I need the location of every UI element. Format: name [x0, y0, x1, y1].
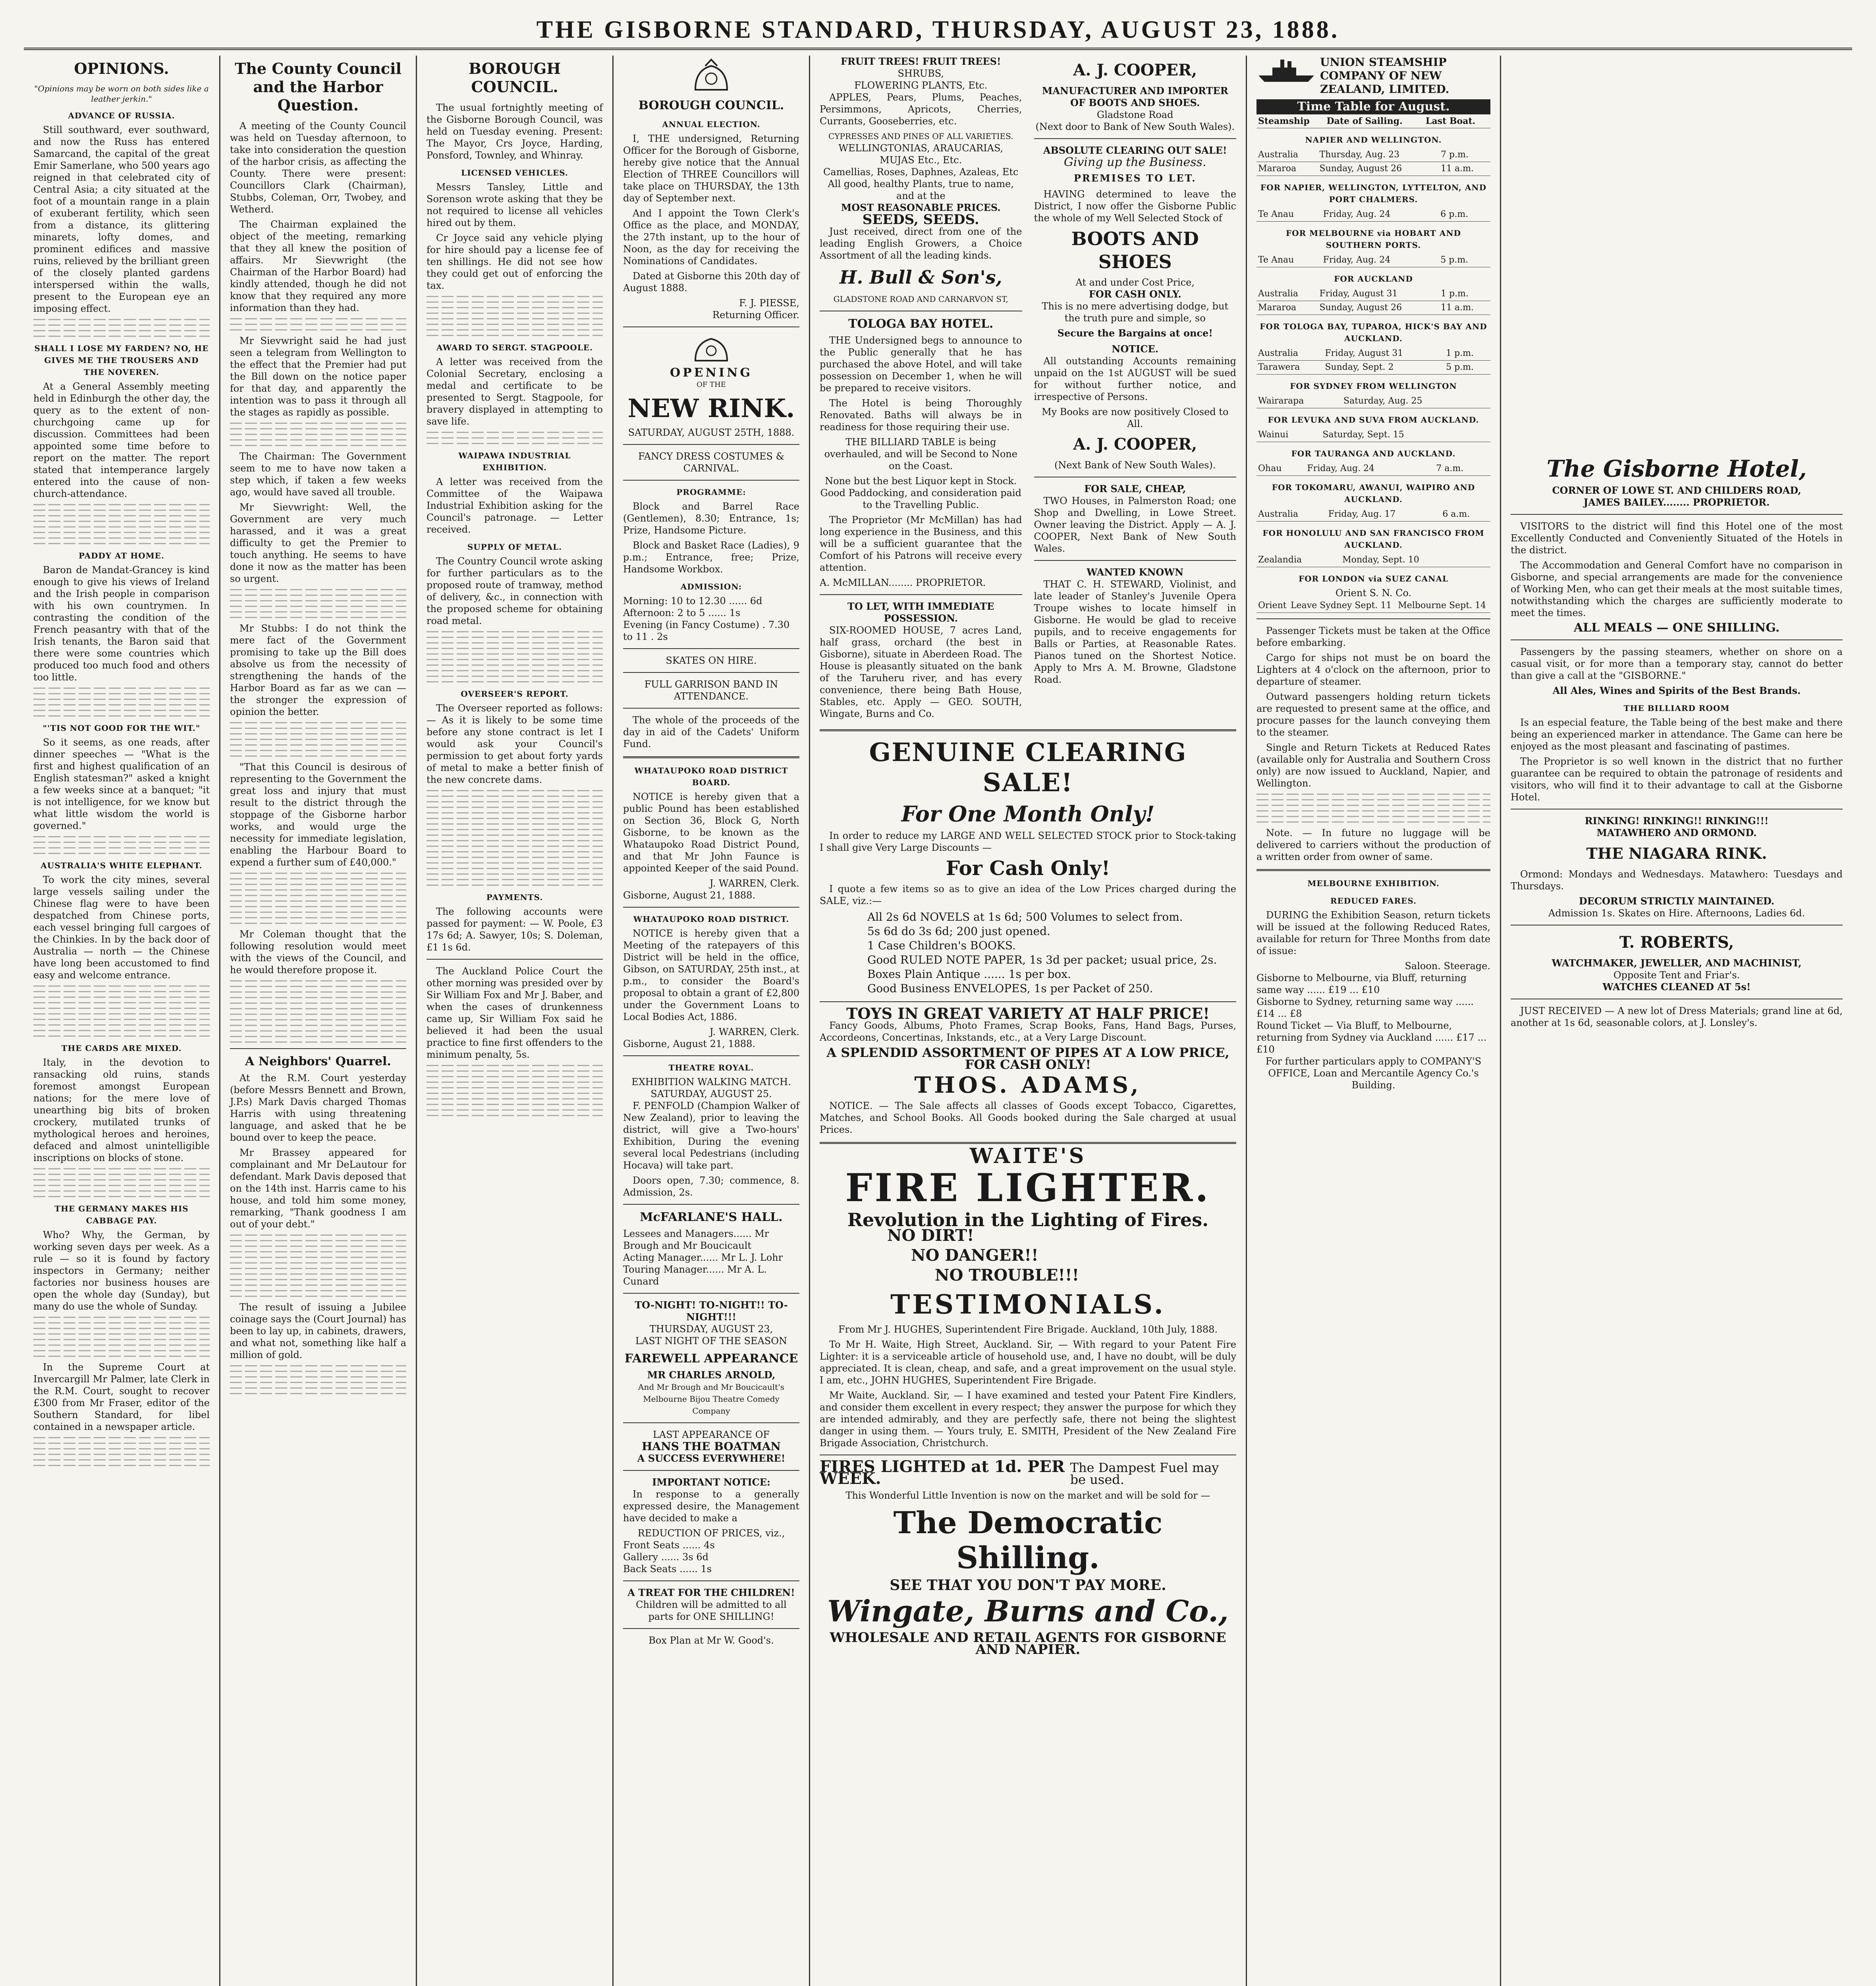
paragraph: A meeting of the County Council was held on Tuesday afternoon, to take into consideration the question of the harbor crisis, as affecting the County. There were present: Councillors Clark (Chairman), Stubbs, Coleman, Orr, Twobey, and Wetherd.	[230, 120, 406, 215]
paragraph: Ormond: Mondays and Wednesdays. Matawhero: Tuesdays and Thursdays.	[1511, 869, 1843, 892]
staff-line: Acting Manager...... Mr L. J. Lohr	[623, 1252, 783, 1263]
route-heading: FOR TOLOGA BAY, TUPAROA, HICK'S BAY AND AUCKLAND.	[1260, 322, 1487, 343]
paragraph: Baron de Mandat-Grancey is kind enough to give his views of Ireland and the Irish people in comparison with his own countrymen. In contrasting the condition of the French peasantry with that of the Irish tenants, the Baron said that there were some countries which produced too much food and others too little.	[33, 564, 210, 683]
toys: TOYS IN GREAT VARIETY AT HALF PRICE!	[846, 1005, 1210, 1022]
pipes: A SPLENDID ASSORTMENT OF PIPES AT A LOW PRICE, FOR CASH ONLY!	[826, 1045, 1229, 1072]
reduction: REDUCTION OF PRICES, viz.,	[637, 1528, 785, 1539]
route-heading: FOR NAPIER, WELLINGTON, LYTTELTON, AND PORT CHALMERS.	[1260, 183, 1487, 204]
annual-election-heading: ANNUAL ELECTION.	[662, 120, 760, 129]
table-row: Australia Friday, August 31 1 p.m.	[1256, 287, 1490, 301]
ad-line: (Next door to Bank of New South Wales).	[1035, 121, 1235, 132]
paragraph: Just received, direct from one of the leading English Growers, a Choice Assortment of all the leading kinds.	[820, 226, 1022, 261]
paragraph: NOTICE is hereby given that a Meeting of the ratepayers of this District will be held in the office, Gibson, on SATURDAY, 25th inst., at p.m., to consider the Board's proposal to obtain a grant of £2,800 under the Government Loans to Local Bodies Act, 1886.	[623, 928, 799, 1022]
fires-lighted-row	[820, 1457, 1236, 1488]
mcfarlanes-hall-heading: McFARLANE'S HALL.	[640, 1210, 783, 1224]
usc-title: UNION STEAMSHIP COMPANY OF NEW ZEALAND, LIMITED.	[1320, 56, 1449, 96]
box-plan: Box Plan at Mr W. Good's.	[648, 1635, 774, 1646]
rink-opening: OPENING	[670, 366, 753, 380]
exhibition-date: SATURDAY, AUGUST 25.	[650, 1088, 772, 1099]
paragraph: F. PENFOLD (Champion Walker of New Zealand), prior to leaving the district, will give a Two-hours' Exhibition, During the evening several local Pedestrians (including Hocava) will take part.	[623, 1100, 799, 1171]
paragraph: TWO Houses, in Palmerston Road; one Shop and Dwelling, in Lowe Street. Owner leaving the District. Apply — A. J. COOPER, Next Bank of New South Wales.	[1034, 495, 1236, 554]
for-cash-only: For Cash Only!	[946, 856, 1110, 880]
subhead-metal: SUPPLY OF METAL.	[467, 542, 562, 552]
whataupoko-district-heading: WHATAUPOKO ROAD DISTRICT.	[633, 914, 789, 924]
ad-line: CYPRESSES AND PINES OF ALL VARIETIES.	[828, 131, 1013, 141]
sailing-table	[1256, 114, 1490, 128]
column-opinions	[24, 56, 220, 1986]
paragraph: The usual fortnightly meeting of the Gisborne Borough Council, was held on Tuesday evening. Present: The Mayor, Crs Joyce, Harding, Ponsford, Townley, and Whinray.	[427, 102, 603, 161]
paragraph: The Country Council wrote asking for further particulars as to the proposed route of tramway, method of delivery, &c., in connection with the proposed scheme for obtaining road metal.	[427, 556, 603, 626]
sale-item: 5s 6d do 3s 6d; 200 just opened.	[867, 925, 1050, 938]
paragraph: At the R.M. Court yesterday (before Messrs Bennett and Brown, J.P.s) Mark Davis charged Thomas Harris with using threatening language, and asked that he be bound over to keep the peace.	[230, 1072, 406, 1143]
paragraph: Mr Sievwright: Well, the Government are very much harassed, and it was a great difficulty to get the Premier to touch anything. He seems to have done it now as the matter has been so urgent.	[230, 502, 406, 584]
paragraph: THAT C. H. STEWARD, Violinist, and late leader of Stanley's Juvenile Opera Troupe wishes to locate himself in Gisborne. He would be glad to receive pupils, and to receive engagements for Balls or Parties, at Reasonable Rates. Pianos tuned on the Shortest Notice. Apply to Mrs A. M. Browne, Gladstone Road.	[1034, 579, 1236, 685]
table-row: Australia Friday, Aug. 17 6 a.m.	[1256, 508, 1490, 522]
subhead-wit: "'TIS NOT GOOD FOR THE WIT."	[42, 723, 201, 733]
ad-line: ABSOLUTE CLEARING OUT SALE!	[1043, 145, 1227, 156]
sale-item: 1 Case Children's BOOKS.	[867, 939, 1016, 952]
paragraph: And I appoint the Town Clerk's Office as the place, and MONDAY, the 27th instant, up to the hour of Noon, as the day for receiving the Nominations of Candidates.	[623, 208, 799, 267]
subhead-vehicles: LICENSED VEHICLES.	[461, 168, 568, 178]
ad-line: Gladstone Road	[1097, 109, 1173, 120]
rink-fancy: FANCY DRESS COSTUMES & CARNIVAL.	[638, 451, 784, 474]
ad-line: WELLINGTONIAS, ARAUCARIAS, MUJAS Etc., Etc.	[838, 143, 1004, 166]
paragraph: Mr Coleman thought that the following resolution would meet with the views of the Council, and he would therefore propose it.	[230, 929, 406, 976]
wholesale: WHOLESALE AND RETAIL AGENTS FOR GISBORNE AND NAPIER.	[830, 1630, 1226, 1658]
last-night: LAST NIGHT OF THE SEASON	[635, 1335, 787, 1347]
thos-adams: THOS. ADAMS,	[914, 1072, 1142, 1098]
orient-company: Orient S. N. Co.	[1335, 587, 1412, 599]
subhead-waipawa: WAIPAWA INDUSTRIAL EXHIBITION.	[458, 451, 571, 472]
table-row: Australia Thursday, Aug. 23 7 p.m.	[1256, 148, 1490, 162]
wines: All Ales, Wines and Spirits of the Best Brands.	[1552, 685, 1801, 696]
ad-line: (Next Bank of New South Wales).	[1054, 460, 1216, 471]
no-item: NO DANGER!!	[911, 1246, 1038, 1265]
show-date: THURSDAY, AUGUST 23,	[649, 1323, 773, 1335]
fires-lighted: FIRES LIGHTED at 1d. PER WEEK.	[820, 1457, 1065, 1488]
paragraph: In response to a generally expressed desire, the Management have decided to make a	[623, 1489, 799, 1524]
ad-line: SEEDS, SEEDS.	[862, 212, 979, 228]
table-row: Ohau Friday, Aug. 24 7 a.m.	[1256, 462, 1490, 476]
paragraph: DURING the Exhibition Season, return tickets will be issued at the following Reduced Rates, available for return for Three Months from date of issue:	[1256, 910, 1490, 956]
paragraph: A letter was received from the Committee of the Waipawa Industrial Exhibition asking for the Council's patronage. — Letter received.	[427, 476, 603, 535]
ad-line: Secure the Bargains at once!	[1057, 327, 1213, 339]
subhead-russia: ADVANCE OF RUSSIA.	[68, 111, 175, 120]
subhead-overseer: OVERSEER'S REPORT.	[461, 689, 569, 699]
sale-item: Good Business ENVELOPES, 1s per Packet of 250.	[867, 982, 1153, 995]
ad-line: MANUFACTURER AND IMPORTER OF BOOTS AND SHOES.	[1042, 85, 1228, 108]
paragraph: In the Supreme Court at Invercargill Mr Palmer, late Clerk in the R.M. Court, sought to recover £300 from Mr Fraser, editor of the Southern Standard, for libel contained in a newspaper article.	[33, 1362, 210, 1432]
paragraph: HAVING determined to leave the District, I now offer the Gisborne Public the whole of my Well Selected Stock of	[1034, 189, 1236, 224]
last-appearance: LAST APPEARANCE OF	[652, 1429, 770, 1440]
table-row: Wainui Saturday, Sept. 15	[1256, 428, 1490, 442]
table-row: Wairarapa Saturday, Aug. 25	[1256, 394, 1490, 408]
route-heading: FOR LEVUKA AND SUVA FROM AUCKLAND.	[1268, 415, 1479, 425]
company: And Mr Brough and Mr Boucicault's Melbourne Bijou Theatre Comedy Company	[638, 1382, 784, 1416]
hans-boatman: HANS THE BOATMAN	[641, 1440, 781, 1453]
band: FULL GARRISON BAND IN ATTENDANCE.	[644, 679, 778, 702]
royal-crest-icon	[687, 58, 735, 94]
table-row: Orient Leave Sydney Sept. 11 Melbourne Sept. 14	[1256, 599, 1490, 613]
table-row: Te Anau Friday, Aug. 24 6 p.m.	[1256, 208, 1490, 222]
paragraph: Mr Sievwright said he had just seen a telegram from Wellington to the effect that the Premier had put the Bill down on the notice paper for that day, and apparently the intention was to pass it through all the stages as rapidly as possible.	[230, 335, 406, 418]
fare-line: Gisborne to Sydney, returning same way ...... £14 ... £8	[1256, 996, 1474, 1019]
ad-title: FOR SALE, CHEAP,	[1084, 483, 1186, 495]
route-heading: NAPIER AND WELLINGTON.	[1305, 135, 1442, 145]
ad-line: NOTICE.	[1112, 343, 1159, 355]
tonight-banner: TO-NIGHT! TO-NIGHT!! TO-NIGHT!!!	[635, 1299, 788, 1323]
subhead-award: AWARD TO SERGT. STAGPOOLE.	[436, 343, 593, 352]
paragraph: Block and Barrel Race (Gentlemen), 8.30; Entrance, 1s; Prize, Handsome Picture.	[623, 501, 799, 536]
neighbors-quarrel-heading: A Neighbors' Quarrel.	[245, 1055, 391, 1068]
signature-role: Returning Officer.	[712, 309, 799, 321]
success: A SUCCESS EVERYWHERE!	[637, 1453, 786, 1464]
paragraph: For further particulars apply to COMPANY'S OFFICE, Loan and Mercantile Agency Co.'s Building.	[1265, 1056, 1482, 1091]
paragraph: I, THE undersigned, Returning Officer for the Borough of Gisborne, hereby give notice that the Annual Election of THREE Councillors will take place on THURSDAY, the 13th day of September next.	[623, 133, 799, 204]
paragraph: The Proprietor (Mr McMillan) has had long experience in the Business, and this will be a sufficient guarantee that the Comfort of his Patrons will receive every attention.	[820, 514, 1022, 573]
theatre-heading: THEATRE ROYAL.	[668, 1063, 754, 1072]
paragraph: Mr Brassey appeared for complainant and Mr DeLautour for defendant. Mark Davis deposed that on the 14th inst. Harris came to his house, and told him some money, remarking, "Thank goodness I am out of your debt."	[230, 1147, 406, 1230]
rink-of: OF THE	[697, 381, 726, 389]
tologa-heading: TOLOGA BAY HOTEL.	[848, 317, 994, 331]
paragraph: This is no mere advertising dodge, but the truth pure and simple, so	[1042, 301, 1229, 324]
paragraph: Messrs Tansley, Little and Sorenson wrote asking that they be not required to license all vehicles hired out by them.	[427, 182, 603, 228]
rink-admission: Admission 1s. Skates on Hire. Afternoons, Ladies 6d.	[1548, 908, 1805, 919]
paragraph: The Chairman: The Government seem to me to have now taken a step which, if taken a few weeks ago, would have saved all trouble.	[230, 451, 406, 498]
crest-icon	[689, 333, 733, 365]
roberts: T. ROBERTS,	[1619, 933, 1734, 952]
reduced-fares: REDUCED FARES.	[1330, 896, 1417, 906]
paragraph: Note. — In future no luggage will be delivered to carriers without the production of a written order from owner of same.	[1256, 827, 1490, 862]
masthead: THE GISBORNE STANDARD, THURSDAY, AUGUST 23, 1888.	[24, 12, 1852, 50]
subhead-cards: THE CARDS ARE MIXED.	[61, 1043, 182, 1053]
paragraph: Mr Stubbs: I do not think the mere fact of the Government promising to take up the Bill does absolve us from the necessity of strengthening the hands of the Harbor Board as far as we can — the stronger the expression of opinion the better.	[230, 623, 406, 717]
paragraph: At a General Assembly meeting held in Edinburgh the other day, the query as to the extent of non-churchgoing came up for discussion. Committees had been appointed some time before to report on the matter. The report stated that intemperance largely entered into the cause of non-church-attendance.	[33, 381, 210, 499]
paragraph: Dated at Gisborne this 20th day of August 1888.	[623, 270, 799, 294]
waites: WAITE'S	[969, 1144, 1087, 1168]
borough-council-notice-heading: BOROUGH COUNCIL.	[638, 99, 784, 112]
paragraph: This Wonderful Little Invention is now on the market and will be sold for —	[845, 1490, 1210, 1501]
boots-shoes: BOOTS AND SHOES	[1071, 228, 1199, 272]
admission-heading: ADMISSION:	[680, 582, 742, 591]
paragraph: APPLES, Pears, Plums, Peaches, Persimmons, Apricots, Cherries, Currants, Gooseberries, etc.	[820, 92, 1022, 127]
paragraph: SIX-ROOMED HOUSE, 7 acres Land, half grass, orchard (the best in Gisborne), situate in Aberdeen Road. The House is pleasantly situated on the bank of the Taruheru river, and has every convenience, there being Bath House, Stables, etc. Apply — GEO. SOUTH, Wingate, Burns and Co.	[820, 625, 1022, 719]
programme-heading: PROGRAMME:	[676, 487, 746, 497]
no-item: NO DIRT!	[887, 1226, 974, 1245]
paragraph: Passengers by the passing steamers, whether on shore on a casual visit, or for more than a temporary stay, cannot do better than give a call at the "GISBORNE."	[1511, 646, 1843, 681]
paragraph: Passenger Tickets must be taken at the Office before embarking.	[1256, 625, 1490, 648]
ad-line: Camellias, Roses, Daphnes, Azaleas, Etc	[823, 166, 1019, 178]
price-line: Front Seats ...... 4s	[623, 1540, 715, 1551]
farewell-heading: FAREWELL APPEARANCE	[624, 1352, 798, 1366]
cooper-ad	[1034, 56, 1237, 723]
paragraph: The whole of the proceeds of the day in aid of the Cadets' Uniform Fund.	[623, 715, 799, 750]
column-shipping	[1247, 56, 1501, 1986]
sale-items	[820, 910, 1236, 996]
signature: J. WARREN, Clerk.	[709, 878, 799, 889]
ad-line: None but the best Liquor kept in Stock.	[825, 475, 1017, 487]
subhead-farden: SHALL I LOSE MY FARDEN? NO, HE GIVES ME THE TROUSERS AND THE NOVEREN.	[34, 344, 209, 377]
fare-line: Gisborne to Melbourne, via Bluff, returning same way ...... £19 ... £10	[1256, 972, 1467, 995]
ad-line: At and under Cost Price,	[1075, 277, 1195, 288]
top-ads-row	[820, 56, 1236, 723]
price-line: Gallery ...... 3s 6d	[623, 1551, 708, 1563]
table-row: Mararoa Sunday, August 26 11 a.m.	[1256, 162, 1490, 176]
ad-title: A. J. COOPER,	[1073, 435, 1197, 454]
steamship-icon	[1256, 56, 1316, 83]
route-heading: FOR AUCKLAND	[1334, 274, 1413, 284]
paragraph: A letter was received from the Colonial Secretary, enclosing a medal and certificate to be presented to Sergt. Stagpoole, for bravery displayed in attempting to save life.	[427, 356, 603, 427]
subhead-elephant: AUSTRALIA'S WHITE ELEPHANT.	[41, 861, 203, 870]
matawhero: MATAWHERO AND ORMOND.	[1596, 827, 1757, 838]
see-more: SEE THAT YOU DON'T PAY MORE.	[890, 1577, 1166, 1594]
proprietor: JAMES BAILEY........ PROPRIETOR.	[1583, 496, 1770, 508]
paragraph: THE Undersigned begs to announce to the Public generally that he has purchased the above Hotel, and will take possession on December 1, when he will be prepared to receive visitors.	[820, 335, 1022, 394]
table-header: Steamship Date of Sailing. Last Boat.	[1256, 114, 1490, 128]
gisborne-hotel: The Gisborne Hotel,	[1546, 455, 1807, 482]
paragraph: THE BILLIARD TABLE is being overhauled, and will be Second to None on the Coast.	[824, 437, 1017, 471]
ad-line: A. McMILLAN........ PROPRIETOR.	[820, 577, 986, 588]
table-row: Zealandia Monday, Sept. 10	[1256, 553, 1490, 567]
fare-line: Round Ticket — Via Bluff, to Melbourne, returning from Sydney via Auckland ...... £17 ... £10	[1256, 1020, 1487, 1055]
paragraph: Still southward, ever southward, and now the Russ has entered Samarcand, the capital of the great Emir Samerlane, who 500 years ago reigned in that celebrated city of Central Asia; a city situated at the foot of a mountain range in a plain of exuberant fertility, which seen from a distance, its glittering minarets, lofty domes, and prominent edifices and massive ruins, relieved by the brilliant green of the closely planted gardens interspersed within the walls, present to the European eye an imposing effect.	[33, 124, 210, 314]
ad-line: Giving up the Business.	[1063, 155, 1206, 169]
rink-date: SATURDAY, AUGUST 25TH, 1888.	[628, 427, 795, 438]
table-row: Te Anau Friday, Aug. 24 5 p.m.	[1256, 253, 1490, 267]
county-council-heading: The County Council and the Harbor Question.	[235, 60, 401, 114]
one-month-only: For One Month Only!	[901, 801, 1155, 827]
route-heading: FOR TOKOMARU, AWANUI, WAIPIRO AND AUCKLAND.	[1272, 483, 1475, 504]
paragraph: Who? Why, the German, by working seven days per week. As a rule — so it is found by factory inspectors in Germany; neither factories nor business houses are open the whole day (Sunday), but many do use the whole of Sunday.	[33, 1229, 210, 1312]
opposite: Opposite Tent and Friar's.	[1613, 970, 1740, 981]
paragraph: Good Paddocking, and consideration paid to the Travelling Public.	[820, 487, 1021, 510]
ad-line: FLOWERING PLANTS, Etc.	[854, 80, 988, 91]
paragraph: Fancy Goods, Albums, Photo Frames, Scrap Books, Fans, Hand Bags, Purses, Accordeons, Concertinas, Inkstands, etc., at a Very Large Discount.	[820, 1020, 1236, 1043]
opinions-heading: OPINIONS.	[74, 60, 169, 77]
paragraph: The following accounts were passed for payment: — W. Poole, £3 17s 6d; A. Sawyer, 10s; S. Doleman, £1 1s 6d.	[427, 906, 603, 953]
staff-line: Touring Manager...... Mr A. L. Cunard	[623, 1264, 767, 1287]
subhead-germany: THE GERMANY MAKES HIS CABBAGE PAY.	[54, 1204, 189, 1225]
admission-line: Afternoon: 2 to 5 ...... 1s	[623, 607, 741, 618]
route-heading: FOR LONDON via SUEZ CANAL	[1298, 574, 1449, 583]
decorum: DECORUM STRICTLY MAINTAINED.	[1579, 895, 1775, 907]
paragraph: To work the city mines, several large vessels sailing under the Chinese flag were to have been despatched from Chinese ports, each vessel bringing full cargoes of the Chinkies. In by the back door of Australia — north — the Chinese have long been accustomed to find easy and welcome entrance.	[33, 874, 210, 981]
dampest: The Dampest Fuel may be used.	[1070, 1460, 1219, 1487]
paragraph: Cr Joyce said any vehicle plying for hire should pay a license fee of ten shillings. He did not see how they could get out of enforcing the tax.	[427, 232, 603, 291]
genuine-clearing-sale: GENUINE CLEARING SALE!	[869, 738, 1187, 798]
fruit-trees-ad	[820, 56, 1022, 723]
watchmaker: WATCHMAKER, JEWELLER, AND MACHINIST,	[1552, 957, 1802, 969]
wingate-burns: Wingate, Burns and Co.,	[827, 1594, 1229, 1629]
ad-title: WANTED KNOWN	[1087, 566, 1184, 578]
route-heading: FOR TAURANGA AND AUCKLAND.	[1291, 449, 1456, 458]
testimonials: TESTIMONIALS.	[890, 1289, 1166, 1320]
paragraph: Cargo for ships not must be on board the Lighters at 4 o'clock on the afternoon, prior to departure of steamer.	[1256, 652, 1490, 687]
subhead-paddy: PADDY AT HOME.	[79, 551, 164, 560]
staff-line: Lessees and Managers...... Mr Brough and Mr Boucicault	[623, 1228, 769, 1251]
fire-lighter: FIRE LIGHTER.	[845, 1165, 1211, 1210]
ad-line: MOST REASONABLE PRICES.	[841, 202, 1001, 213]
table-row: Mararoa Sunday, August 26 11 a.m.	[1256, 301, 1490, 315]
notice-date: Gisborne, August 21, 1888.	[623, 890, 756, 901]
exhibition-heading: MELBOURNE EXHIBITION.	[1307, 879, 1440, 888]
children-text: Children will be admitted to all parts for ONE SHILLING!	[636, 1599, 787, 1622]
exhibition-heading: EXHIBITION WALKING MATCH.	[631, 1076, 791, 1088]
subhead-payments: PAYMENTS.	[486, 893, 543, 902]
paragraph: The Hotel is being Thoroughly Renovated. Baths will always be in readiness for those requiring their use.	[820, 398, 1022, 433]
signature: F. J. PIESSE,	[739, 298, 799, 309]
column-county-council	[220, 56, 417, 1986]
no-item: NO TROUBLE!!!	[935, 1266, 1079, 1285]
notice-date: Gisborne, August 21, 1888.	[623, 1038, 756, 1049]
hotel-address: CORNER OF LOWE ST. AND CHILDERS ROAD,	[1552, 485, 1801, 496]
children-treat: A TREAT FOR THE CHILDREN!	[627, 1587, 795, 1598]
new-rink-title: NEW RINK.	[627, 394, 795, 423]
route-heading: FOR MELBOURNE via HOBART AND SOUTHERN PORTS.	[1285, 228, 1461, 250]
niagara-rink: THE NIAGARA RINK.	[1586, 844, 1767, 862]
column-advertisements	[810, 56, 1247, 1986]
admission-line: Morning: 10 to 12.30 ...... 6d	[623, 595, 762, 607]
important-notice: IMPORTANT NOTICE:	[652, 1476, 770, 1488]
paragraph: Single and Return Tickets at Reduced Rates (available only for Australia and Southern Cross only) are now issued to Auckland, Napier, and Wellington.	[1256, 742, 1490, 789]
ad-title: A. J. COOPER,	[1073, 61, 1197, 79]
revolution: Revolution in the Lighting of Fires.	[847, 1209, 1209, 1231]
paragraph: VISITORS to the district will find this Hotel one of the most Excellently Conducted and Conveniently Situated of the Hotels in the district.	[1511, 521, 1843, 556]
paragraph: In order to reduce my LARGE AND WELL SELECTED STOCK prior to Stock-taking I shall give Very Large Discounts —	[820, 830, 1236, 853]
price-line: Back Seats ...... 1s	[623, 1563, 712, 1575]
column-borough-council	[417, 56, 614, 1986]
paragraph: All outstanding Accounts remaining unpaid on the 1st AUGUST will be sued for without further notice, and irrespective of Persons.	[1034, 355, 1236, 402]
opinions-quote: "Opinions may be worn on both sides like a leather jerkin."	[34, 84, 209, 104]
no-list	[820, 1226, 1236, 1285]
paragraph: So it seems, as one reads, after dinner speeches — "What is the first and highest qualification of an English statesman?" asked a knight a few weeks since at a banquet; "it is not intelligence, for we know but what little wisdom the world is governed."	[33, 737, 210, 831]
watches: WATCHES CLEANED AT 5s!	[1602, 981, 1751, 993]
paragraph: The Chairman explained the object of the meeting, remarking that they all knew the position of affairs. Mr Sievwright (the Chairman of the Harbor Board) had kindly attended, though he did not know that they required any more information than they had.	[230, 219, 406, 313]
rinking: RINKING! RINKING!! RINKING!!!	[1585, 815, 1769, 827]
table-row: Australia Friday, August 31 1 p.m.	[1256, 347, 1490, 361]
paragraph: "That this Council is desirous of representing to the Government the great loss and injury that must result to the district through the stoppage of the Gisborne harbor works, and would urge the necessity for immediate legislation, enabling the Harbour Board to expend a further sum of £40,000."	[230, 761, 406, 868]
paragraph: Outward passengers holding return tickets are requested to present same at the office, and procure passes for the launch conveying them to the steamer.	[1256, 691, 1490, 738]
paragraph: The result of issuing a Jubilee coinage says the (Court Journal) has been to lay up, in cabinets, drawers, and what not, something like half a million of gold.	[230, 1302, 406, 1360]
paragraph: NOTICE is hereby given that a public Pound has been established on Section 36, Block G, North Gisborne, to be known as the Whataupoko Road District Pound, and that Mr John Faunce is appointed Keeper of the said Pound.	[623, 791, 799, 874]
democratic-shilling: The Democratic Shilling.	[893, 1505, 1163, 1575]
ad-title: TO LET, WITH IMMEDIATE POSSESSION.	[847, 601, 994, 624]
route-heading: FOR SYDNEY FROM WELLINGTON	[1290, 381, 1457, 391]
sale-item: Boxes Plain Antique ...... 1s per box.	[867, 968, 1071, 981]
paragraph: NOTICE. — The Sale affects all classes of Goods except Tobacco, Cigarettes, Matches, and School Books. All Goods booked during the Sale charged at usual Prices.	[820, 1100, 1236, 1135]
column-hotel	[1501, 453, 1852, 1986]
bull-name: H. Bull & Son's,	[839, 267, 1002, 288]
ad-line: PREMISES TO LET.	[1073, 172, 1197, 184]
billiard-heading: THE BILLIARD ROOM	[1623, 703, 1730, 713]
skates: SKATES ON HIRE.	[666, 655, 757, 666]
paragraph: From Mr J. HUGHES, Superintendent Fire Brigade. Auckland, 10th July, 1888.	[838, 1324, 1218, 1335]
ad-title: FRUIT TREES! FRUIT TREES!	[840, 56, 1001, 67]
meals: ALL MEALS — ONE SHILLING.	[1573, 621, 1780, 635]
ad-line: SHRUBS,	[897, 68, 944, 79]
route-heading: FOR HONOLULU AND SAN FRANCISCO FROM AUCKLAND.	[1262, 528, 1484, 550]
paragraph: I quote a few items so as to give an idea of the Low Prices charged during the SALE, viz.:—	[820, 883, 1236, 906]
signature: J. WARREN, Clerk.	[709, 1026, 799, 1037]
borough-council-heading: BOROUGH COUNCIL.	[468, 60, 561, 96]
table-row: Tarawera Sunday, Sept. 2 5 p.m.	[1256, 361, 1490, 375]
paragraph: Mr Waite, Auckland. Sir, — I have examined and tested your Patent Fire Kindlers, and consider them excellent in every respect; they answer the purpose for which they are intended admirably, and they are perfectly safe, there not being the slightest danger in using them. — Yours truly, E. SMITH, President of the New Zealand Fire Brigade Association, Christchurch.	[820, 1390, 1236, 1449]
whataupoko-heading: WHATAUPOKO ROAD DISTRICT BOARD.	[634, 766, 788, 787]
paragraph: JUST RECEIVED — A new lot of Dress Materials; grand line at 6d, another at 1s 6d, seasonable colors, at J. Lonsley's.	[1511, 1005, 1843, 1028]
ad-line: All good, healthy Plants, true to name, and at the	[828, 178, 1014, 201]
timetable-heading: Time Table for August.	[1256, 99, 1490, 114]
paragraph: Italy, in the devotion to ransacking old ruins, stands foremost amongst European nations; for the mere love of unearthing big bits of broken crockery, mutilated trunks of mythological heroes and heroines, defaced and almost unintelligible inscriptions on blocks of stone.	[33, 1057, 210, 1163]
sale-item: All 2s 6d NOVELS at 1s 6d; 500 Volumes to select from.	[867, 910, 1183, 923]
paragraph: Doors open, 7.30; commence, 8. Admission, 2s.	[623, 1175, 799, 1198]
fare-header: Saloon. Steerage.	[1405, 960, 1490, 972]
paragraph: The Accommodation and General Comfort have no comparison in Gisborne, and special arrangements are made for the convenience of Working Men, who can get their meals at the most suitable times, notwithstanding which the charges are sufficiently moderate to meet the times.	[1511, 560, 1843, 618]
sale-item: Good RULED NOTE PAPER, 1s 3d per packet; usual price, 2s.	[867, 953, 1217, 966]
admission-line: Evening (in Fancy Costume) . 7.30 to 11 . 2s	[623, 619, 790, 642]
paragraph: The Proprietor is so well known in the district that no further guarantee can be required to obtain the patronage of residents and visitors, who will find it to their advantage to call at the Gisborne Hotel.	[1511, 756, 1843, 803]
ad-line: My Books are now positively Closed to All.	[1042, 406, 1229, 429]
arnold: MR CHARLES ARNOLD,	[647, 1369, 776, 1381]
column-notices	[614, 56, 810, 1986]
paragraph: Block and Basket Race (Ladies), 9 p.m.; Entrance, free; Prize, Handsome Workbox.	[623, 540, 799, 575]
paragraph: The Overseer reported as follows: — As it is likely to be some time before any stone contract is let I would ask your Council's permission to get about forty yards of metal to make a better finish of the new concrete dams.	[427, 703, 603, 785]
ad-line: FOR CASH ONLY.	[1089, 288, 1181, 300]
paragraph: To Mr H. Waite, High Street, Auckland. Sir, — With regard to your Patent Fire Lighter: it is a serviceable article of household use, and, I have no doubt, will be duly appreciated. It is clean, cheap, and safe, and a great improvement on the usual style. I am, etc., JOHN HUGHES, Superintendent Fire Brigade.	[820, 1339, 1236, 1386]
paragraph: The Auckland Police Court the other morning was presided over by Sir William Fox and Mr J. Baber, and when the cases of drunkenness came up, Sir William Fox said he believed it had been the usual practice to fine first offenders to the minimum penalty, 5s.	[427, 966, 603, 1060]
paragraph: Is an especial feature, the Table being of the best make and there being an experienced marker in attendance. The Game can here be enjoyed as the most pleasant and fascinating of pastimes.	[1511, 717, 1843, 752]
ad-line: GLADSTONE ROAD AND CARNARVON ST,	[833, 294, 1008, 304]
